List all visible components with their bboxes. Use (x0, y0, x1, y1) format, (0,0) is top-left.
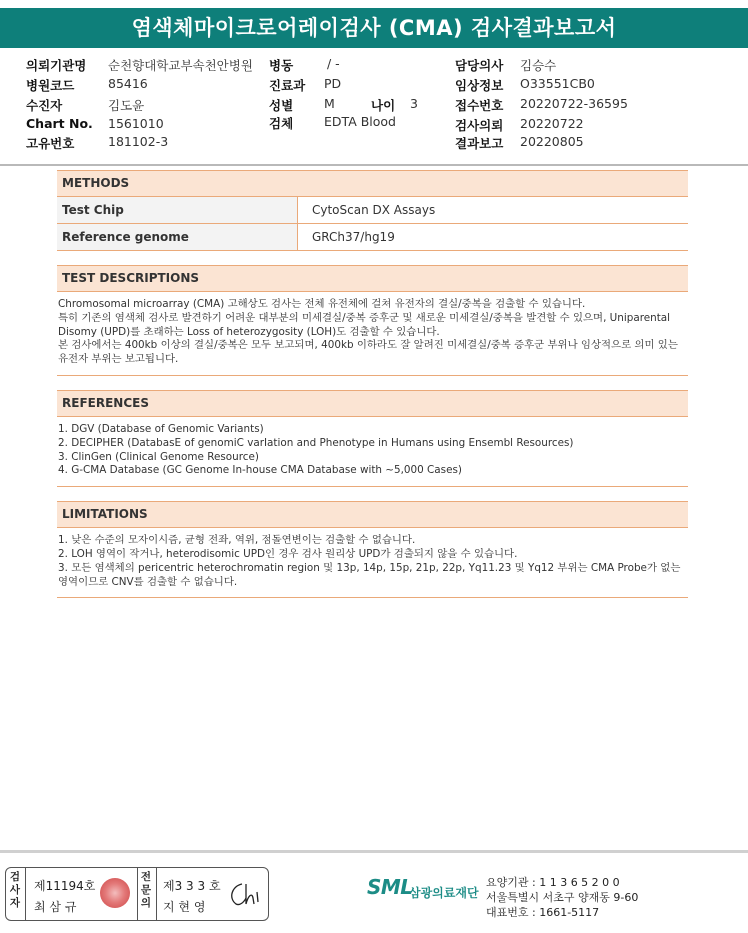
limitation-item: 3. 모든 염색체의 pericentric heterochromatin region 및 13p, 14p, 15p, 21p, 22p, Yq11.23 및 Yq12 부위는 CMA Probe가 없는 영역이므로 CNV를 검출할 수 없습니다. (58, 561, 681, 588)
description-line: 본 검사에서는 400kb 이상의 결실/중복은 모두 보고되며, 400kb 이하라도 잘 알려진 미세결실/중복 증후군 부위나 임상적으로 의미 있는 유전자 부위는 보고됩니다. (58, 339, 678, 366)
test-descriptions-text (57, 292, 688, 376)
limitation-item: 2. LOH 영역이 작거나, heterodisomic UPD인 경우 검사 원리상 UPD가 검출되지 않을 수 있습니다. (58, 547, 518, 560)
methods-value: GRCh37/hg19 (312, 230, 395, 244)
handwritten-signature-icon (226, 878, 262, 910)
expert-label: 전문의 (140, 871, 152, 909)
divider (156, 868, 157, 920)
methods-row-test-chip (57, 197, 688, 224)
address: 서울특별시 서초구 양재동 9-60 (486, 891, 639, 904)
organization-contact (486, 875, 638, 920)
tester-name: 최 삼 규 (34, 900, 77, 914)
expert-name: 지 현 영 (163, 900, 206, 914)
references-section (57, 390, 688, 487)
description-line: 특히 기존의 염색체 검사로 발견하기 어려운 대부분의 미세결실/중복 증후군 및 새로운 미세결실/중복을 발견할 수 있으며, Uniparental Disomy (UPD)를 초래하는 Loss of heterozygosity (LOH)도 검출할 수 있습니다. (58, 311, 671, 338)
reference-item: 2. DECIPHER (DatabasE of genomiC varIation and Phenotype in Humans using Ensembl Resources) (58, 436, 574, 449)
expert-license-no: 제3 3 3 호 (163, 879, 221, 893)
report-title: 염색체마이크로어레이검사 (CMA) 검사결과보고서 (0, 8, 748, 48)
test-descriptions-section (57, 265, 688, 376)
methods-row-reference-genome (57, 224, 688, 251)
sml-logo (367, 875, 479, 900)
methods-heading: METHODS (57, 170, 688, 197)
methods-label: Reference genome (57, 224, 298, 250)
references-heading: REFERENCES (57, 390, 688, 417)
tester-license-no: 제11194호 (34, 879, 96, 893)
institution-code: 요양기관 : 1 1 3 6 5 2 0 0 (486, 876, 620, 889)
test-descriptions-heading: TEST DESCRIPTIONS (57, 265, 688, 292)
references-list (57, 417, 688, 487)
reference-item: 1. DGV (Database of Genomic Variants) (58, 422, 264, 435)
methods-value: CytoScan DX Assays (312, 203, 436, 217)
report-footer (0, 850, 748, 933)
limitations-list (57, 528, 688, 598)
divider (25, 868, 26, 920)
reference-item: 4. G-CMA Database (GC Genome In-house CMA Database with ~5,000 Cases) (58, 464, 462, 477)
organization-name: 삼광의료재단 (409, 886, 479, 900)
logo-mark: SML (367, 875, 413, 899)
signature-box (5, 867, 269, 921)
reference-item: 3. ClinGen (Clinical Genome Resource) (58, 450, 259, 463)
official-seal-icon (100, 878, 130, 908)
patient-info-header: 의뢰기관명 순천향대학교부속천안병원 병원코드 85416 수진자 김도윤 Chart No. 1561010 고유번호 181102-3 병동 / - 진료과 PD 성별 M 나이 3 검체 EDTA Blood 담당의사 김승수 임상정보 O33551CB0 접수번호 20220722-36595 검사의뢰 20220722 결과보고 20220805 (0, 50, 748, 166)
phone-number: 대표번호 : 1661-5117 (486, 906, 600, 919)
limitation-item: 1. 낮은 수준의 모자이시즘, 균형 전좌, 역위, 점돌연변이는 검출할 수 없습니다. (58, 534, 416, 547)
limitations-section (57, 501, 688, 598)
methods-label: Test Chip (57, 197, 298, 223)
report-body (57, 170, 688, 598)
divider (137, 868, 138, 920)
methods-section (57, 170, 688, 251)
description-line: Chromosomal microarray (CMA) 고해상도 검사는 전체 유전체에 걸쳐 유전자의 결실/중복을 검출할 수 있습니다. (58, 298, 586, 310)
tester-label: 검사자 (9, 871, 21, 909)
limitations-heading: LIMITATIONS (57, 501, 688, 528)
